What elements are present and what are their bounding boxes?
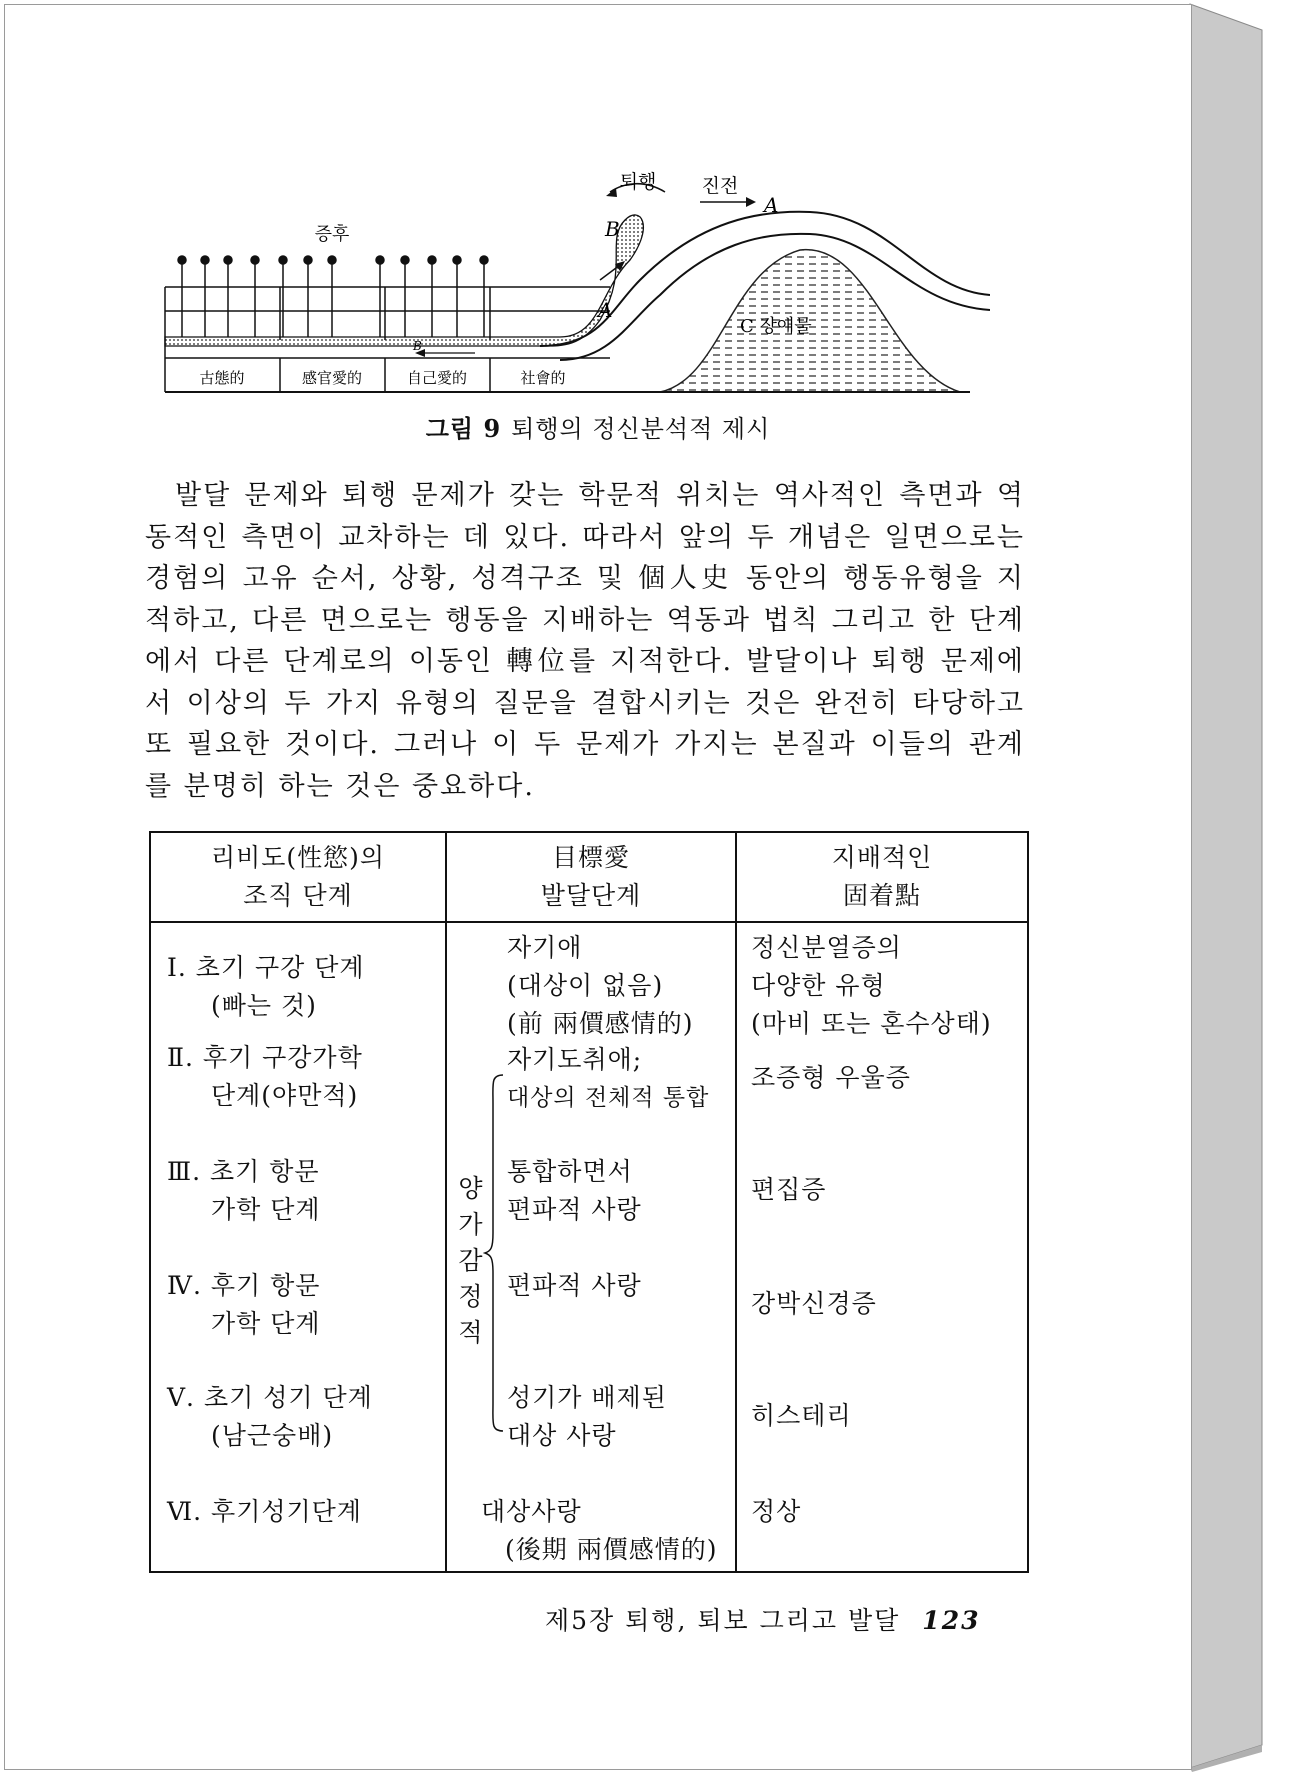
- fixation-row: 편집증: [751, 1175, 827, 1204]
- paragraph-line: 적하고, 다른 면으로는 행동을 지배하는 역동과 법칙 그리고 한 단계: [145, 604, 1025, 636]
- chapter-title: 제5장 퇴행, 퇴보 그리고 발달: [545, 1606, 901, 1635]
- symptom-pins: [178, 256, 488, 337]
- header-libido: 리비도(性慾)의 조직 단계: [210, 843, 386, 910]
- running-footer: [545, 1601, 1015, 1637]
- paragraph-line: 또 필요한 것이다. 그러나 이 두 문제가 가지는 본질과 이들의 관계: [145, 729, 1025, 760]
- object-love-row: 자기애 (대상이 없음) (前 兩價感情的): [507, 933, 694, 1038]
- stage-row: Ⅲ. 초기 항문 가학 단계: [167, 1157, 321, 1224]
- fixation-row: 조증형 우울증: [751, 1063, 911, 1092]
- figure-caption: [5, 409, 1191, 444]
- fixation-row: 히스테리: [751, 1401, 852, 1430]
- paragraph-line: 서 이상의 두 가지 유형의 질문을 결합시키는 것은 완전히 타당하고: [145, 687, 1025, 719]
- regression-label: 퇴행: [619, 171, 657, 193]
- stage-label: 感官愛的: [301, 369, 363, 387]
- obstacle-label: C 장애물: [740, 316, 812, 337]
- object-love-row: 자기도취애; 대상의 전체적 통합: [507, 1045, 710, 1111]
- stage-row: Ⅰ. 초기 구강 단계 (빠는 것): [167, 953, 365, 1020]
- ambivalent-label: 양 가 감 정 적: [458, 1174, 484, 1347]
- stage-row: Ⅱ. 후기 구강가학 단계(야만적): [167, 1043, 363, 1110]
- header-object-love: 目標愛 발달단계: [540, 843, 642, 910]
- figure-number: 그림 9: [425, 414, 502, 443]
- header-divider: [151, 921, 1027, 923]
- fixation-row: 정신분열증의 다양한 유형 (마비 또는 혼수상태): [751, 933, 992, 1038]
- stage-label: 自己愛的: [406, 369, 468, 387]
- letter-b-top: B: [605, 217, 620, 241]
- regression-figure: [160, 170, 990, 410]
- column-divider: [445, 833, 447, 1571]
- symptom-label: 증후: [314, 224, 350, 245]
- stage-row: Ⅴ. 초기 성기 단계 (남근숭배): [167, 1383, 373, 1450]
- paragraph-line: 동적인 측면이 교차하는 데 있다. 따라서 앞의 두 개념은 일면으로는: [145, 521, 1025, 553]
- regression-band: [165, 215, 643, 346]
- header-fixation: 지배적인 固着點: [831, 843, 933, 910]
- paragraph-line: 발달 문제와 퇴행 문제가 갖는 학문적 위치는 역사적인 측면과 역: [175, 480, 1025, 511]
- letter-a-curve: A: [598, 298, 613, 322]
- object-love-row: 대상사랑 (後期 兩價感情的): [481, 1497, 718, 1564]
- book-page: [4, 4, 1192, 1770]
- paragraph-line: 경험의 고유 순서, 상황, 성격구조 및 個人史 동안의 행동유형을 지: [145, 563, 1025, 594]
- ambivalent-brace: [483, 1073, 507, 1433]
- stage-label: 社會的: [520, 369, 566, 387]
- letter-b-base: B: [413, 339, 422, 353]
- object-love-row: 성기가 배제된 대상 사랑: [507, 1383, 667, 1450]
- fixation-row: 강박신경증: [751, 1289, 877, 1318]
- stage-row: Ⅵ. 후기성기단계: [167, 1497, 362, 1526]
- figure-title: 퇴행의 정신분석적 제시: [511, 415, 771, 443]
- body-paragraph: [145, 475, 1025, 807]
- stage-label: 古態的: [199, 369, 245, 387]
- column-divider: [735, 833, 737, 1571]
- fixation-row: 정상: [751, 1497, 802, 1526]
- progress-label: 진전: [701, 175, 739, 197]
- letter-a-top: A: [764, 193, 779, 217]
- object-love-row: 통합하면서 편파적 사랑: [507, 1157, 642, 1224]
- paragraph-line: 에서 다른 단계로의 이동인 轉位를 지적한다. 발달이나 퇴행 문제에: [145, 646, 1025, 677]
- page-number: 123: [922, 1606, 981, 1635]
- paragraph-line: 를 분명히 하는 것은 중요하다.: [145, 770, 535, 802]
- object-love-row: 편파적 사랑: [507, 1271, 642, 1300]
- stage-row: Ⅳ. 후기 항문 가학 단계: [167, 1271, 321, 1338]
- stage-table: [149, 831, 1029, 1573]
